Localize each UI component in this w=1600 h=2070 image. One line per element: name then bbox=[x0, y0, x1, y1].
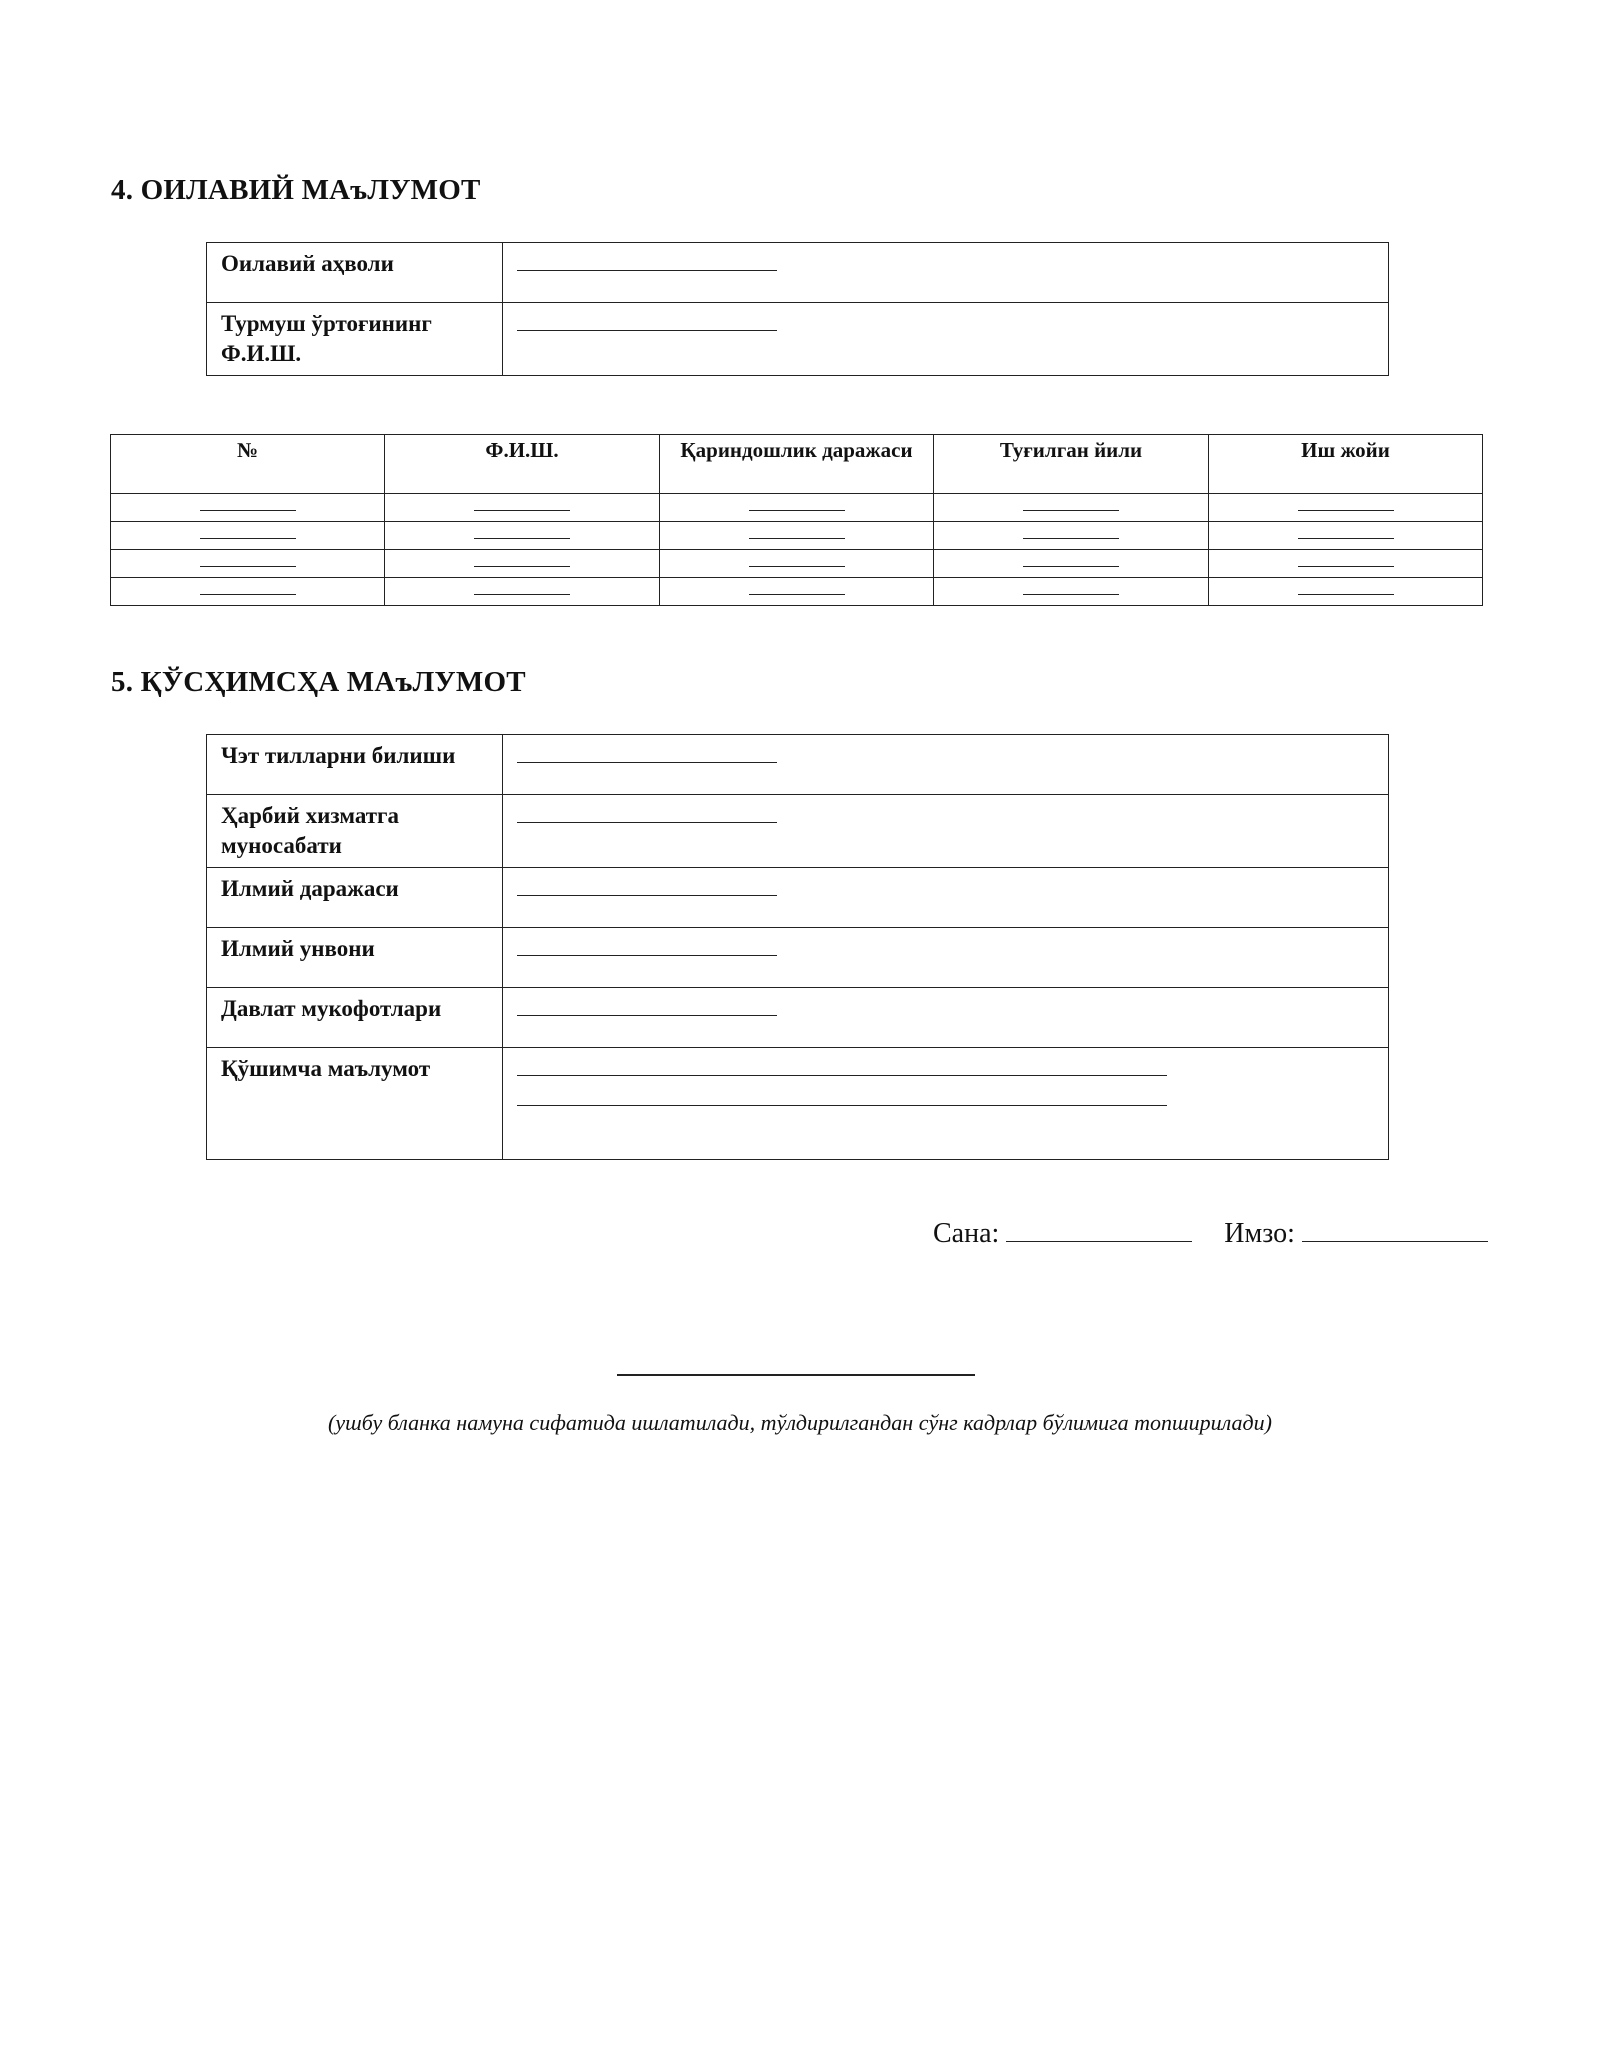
table-cell[interactable] bbox=[1209, 494, 1483, 522]
additional-info-field[interactable] bbox=[503, 1048, 1389, 1160]
table-cell[interactable] bbox=[111, 494, 385, 522]
table-cell[interactable] bbox=[660, 550, 934, 578]
table-cell[interactable] bbox=[385, 494, 660, 522]
table-cell[interactable] bbox=[385, 522, 660, 550]
table-cell[interactable] bbox=[660, 522, 934, 550]
signature-field[interactable] bbox=[1302, 1221, 1488, 1242]
additional-info-table bbox=[206, 734, 1389, 1160]
table-cell[interactable] bbox=[934, 578, 1209, 606]
family-status-field[interactable] bbox=[503, 243, 1389, 303]
col-header-relation: Қариндошлик даражаси bbox=[660, 435, 934, 494]
table-cell[interactable] bbox=[111, 522, 385, 550]
footnote: (ушбу бланка намуна сифатида ишлатилади, тўлдирилгандан сўнг кадрлар бўлимига топширилади) bbox=[328, 1410, 1272, 1435]
state-awards-field[interactable] bbox=[503, 988, 1389, 1048]
table-cell[interactable] bbox=[934, 494, 1209, 522]
table-row bbox=[111, 522, 1483, 550]
spouse-name-field[interactable] bbox=[503, 303, 1389, 376]
signature-label: Имзо: bbox=[1224, 1218, 1295, 1249]
relatives-header-row bbox=[111, 435, 1483, 494]
table-row bbox=[111, 578, 1483, 606]
family-status-table bbox=[206, 242, 1389, 376]
date-label: Сана: bbox=[933, 1218, 1000, 1249]
col-header-workplace: Иш жойи bbox=[1209, 435, 1483, 494]
date-field[interactable] bbox=[1006, 1221, 1192, 1242]
additional-info-label: Қўшимча маълумот bbox=[207, 1048, 503, 1160]
divider-line bbox=[617, 1374, 975, 1376]
table-cell[interactable] bbox=[934, 550, 1209, 578]
relatives-table bbox=[110, 434, 1483, 606]
foreign-languages-field[interactable] bbox=[503, 735, 1389, 795]
academic-title-label: Илмий унвони bbox=[207, 928, 503, 988]
academic-degree-label: Илмий даражаси bbox=[207, 868, 503, 928]
table-cell[interactable] bbox=[660, 494, 934, 522]
academic-title-field[interactable] bbox=[503, 928, 1389, 988]
col-header-number: № bbox=[111, 435, 385, 494]
section-4-title: 4. ОИЛАВИЙ МАъЛУМОТ bbox=[111, 174, 481, 206]
col-header-name: Ф.И.Ш. bbox=[385, 435, 660, 494]
signature-line bbox=[933, 1218, 1488, 1250]
military-service-label: Ҳарбий хизматга муносабати bbox=[207, 795, 503, 868]
academic-degree-field[interactable] bbox=[503, 868, 1389, 928]
foreign-languages-label: Чэт тилларни билиши bbox=[207, 735, 503, 795]
table-cell[interactable] bbox=[1209, 550, 1483, 578]
table-row bbox=[111, 494, 1483, 522]
table-cell[interactable] bbox=[385, 550, 660, 578]
table-cell[interactable] bbox=[660, 578, 934, 606]
state-awards-label: Давлат мукофотлари bbox=[207, 988, 503, 1048]
table-cell[interactable] bbox=[1209, 578, 1483, 606]
table-cell[interactable] bbox=[111, 550, 385, 578]
table-cell[interactable] bbox=[934, 522, 1209, 550]
spouse-name-label: Турмуш ўртоғининг Ф.И.Ш. bbox=[207, 303, 503, 376]
table-cell[interactable] bbox=[1209, 522, 1483, 550]
table-cell[interactable] bbox=[385, 578, 660, 606]
section-5-title: 5. ҚЎСҲИМСҲА МАъЛУМОТ bbox=[111, 666, 526, 698]
col-header-birth-year: Туғилган йили bbox=[934, 435, 1209, 494]
family-status-label: Оилавий аҳволи bbox=[207, 243, 503, 303]
military-service-field[interactable] bbox=[503, 795, 1389, 868]
table-row bbox=[111, 550, 1483, 578]
table-cell[interactable] bbox=[111, 578, 385, 606]
